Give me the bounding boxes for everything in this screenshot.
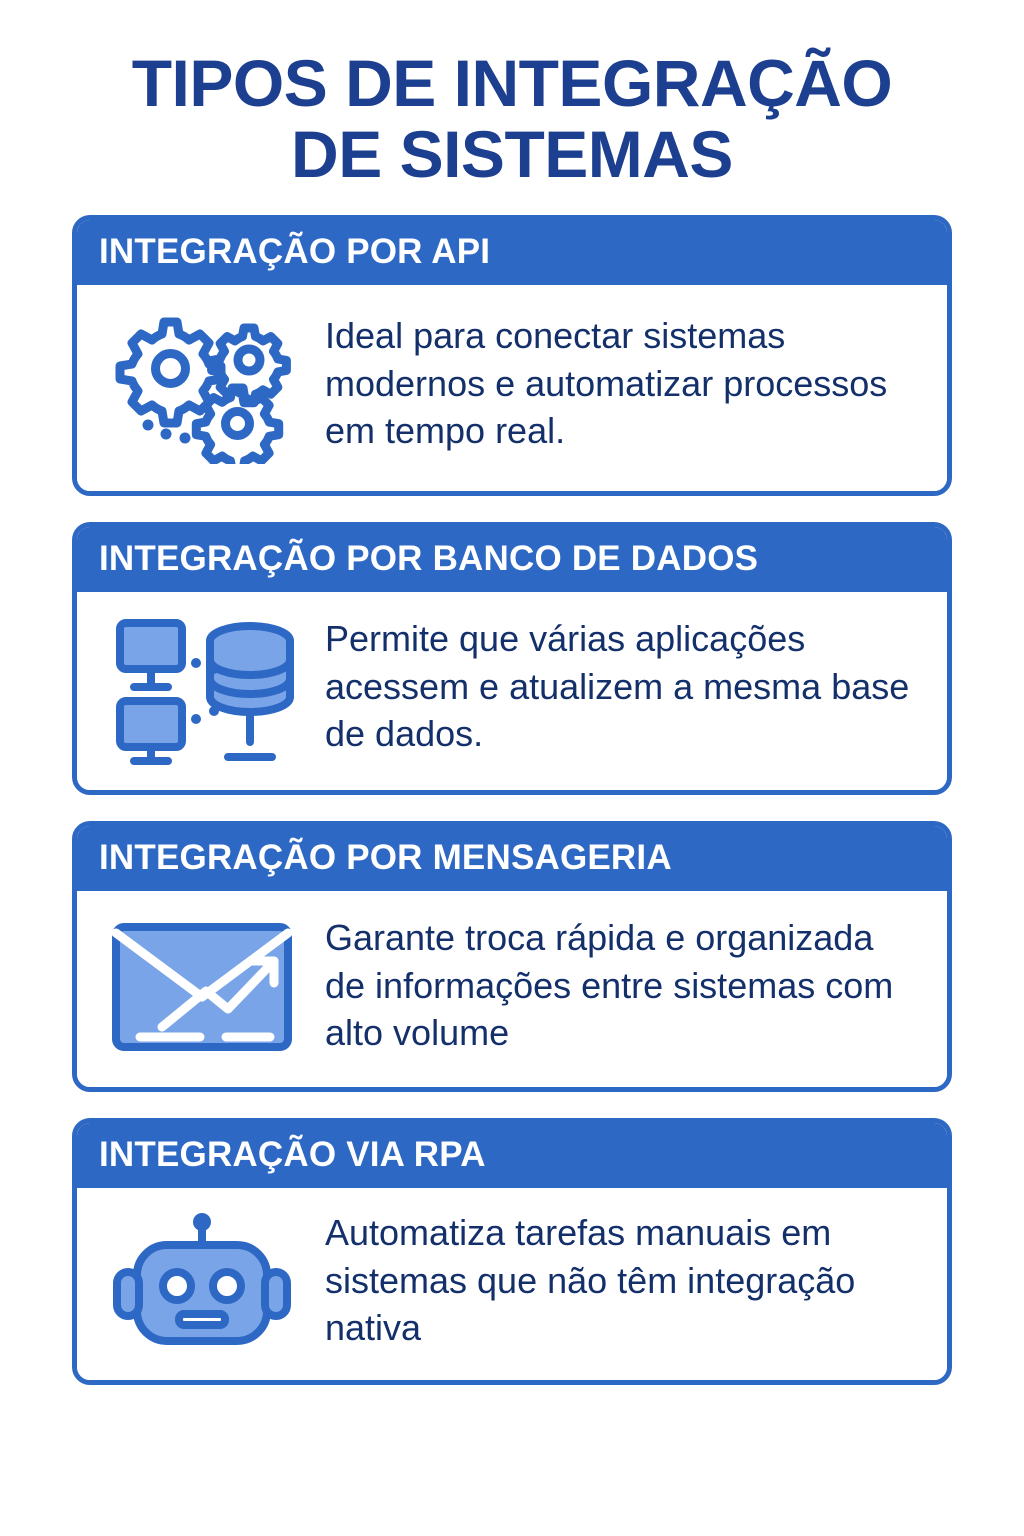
page-title-line-1: TIPOS DE INTEGRAÇÃO: [131, 46, 893, 120]
card-header-api: INTEGRAÇÃO POR API: [77, 220, 947, 285]
card-body-rpa: [77, 1188, 947, 1380]
card-integracao-via-rpa: [72, 1118, 952, 1385]
card-header-rpa: INTEGRAÇÃO VIA RPA: [77, 1123, 947, 1188]
envelope-chart-icon: [97, 901, 307, 1071]
card-integracao-por-banco-de-dados: [72, 522, 952, 795]
gears-icon: [97, 299, 307, 469]
card-body-messaging: [77, 891, 947, 1087]
card-body-api: [77, 285, 947, 491]
card-integracao-por-api: [72, 215, 952, 496]
card-header-database: INTEGRAÇÃO POR BANCO DE DADOS: [77, 527, 947, 592]
card-body-database: [77, 592, 947, 790]
database-network-icon: [97, 602, 307, 772]
card-text-messaging: Garante troca rápida e organizada de informações entre sistemas com alto volume: [325, 916, 894, 1054]
page-title: [0, 0, 1024, 205]
card-text-rpa: Automatiza tarefas manuais em sistemas que não têm integração nativa: [325, 1211, 856, 1349]
card-list: [0, 205, 1024, 1415]
card-header-messaging: INTEGRAÇÃO POR MENSAGERIA: [77, 826, 947, 891]
page-title-line-2: DE SISTEMAS: [291, 117, 733, 192]
robot-icon: [97, 1196, 307, 1366]
card-text-api: Ideal para conectar sistemas modernos e automatizar processos em tempo real.: [325, 314, 888, 452]
card-text-database: Permite que várias aplicações acessem e atualizem a mesma base de dados.: [325, 617, 910, 755]
card-integracao-por-mensageria: [72, 821, 952, 1092]
